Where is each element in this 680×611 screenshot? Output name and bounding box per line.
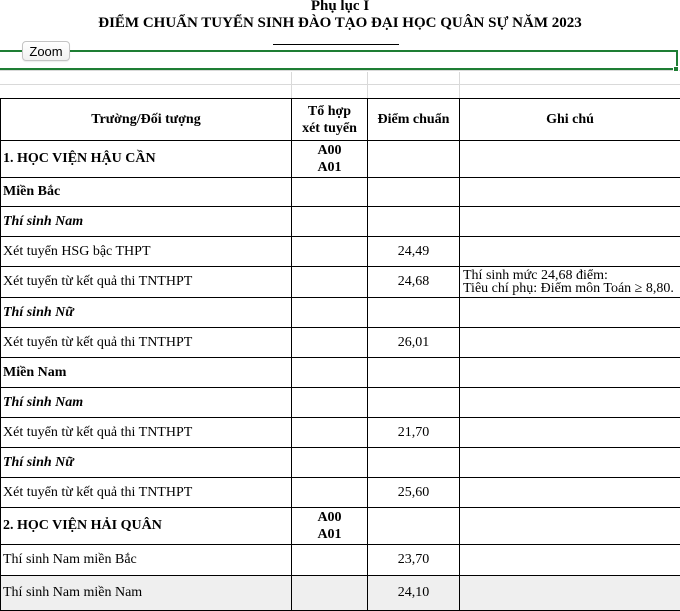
combo-cell bbox=[292, 141, 368, 178]
admission-method-label: Xét tuyển từ kết quả thi TNTHPT bbox=[1, 328, 292, 358]
candidate-group-label: Thí sinh Nam miền Bắc bbox=[1, 545, 292, 576]
header-combo-line2: xét tuyển bbox=[302, 121, 357, 136]
header-note: Ghi chú bbox=[460, 99, 680, 141]
title-underline bbox=[273, 44, 399, 45]
candidate-group-label: Thí sinh Nam bbox=[1, 207, 292, 237]
school-name: 1. HỌC VIỆN HẬU CẦN bbox=[1, 141, 292, 178]
table-row bbox=[1, 237, 680, 267]
header-score: Điểm chuẩn bbox=[368, 99, 460, 141]
gridline bbox=[0, 70, 680, 71]
school-name: 2. HỌC VIỆN HẢI QUÂN bbox=[1, 508, 292, 545]
admission-method-label: Xét tuyển HSG bậc THPT bbox=[1, 237, 292, 267]
gridline bbox=[367, 72, 368, 98]
table-row bbox=[1, 141, 680, 178]
zoom-button[interactable]: Zoom bbox=[22, 41, 70, 61]
score-value: 25,60 bbox=[368, 478, 460, 508]
table-header-row bbox=[1, 99, 680, 141]
admission-method-label: Xét tuyển từ kết quả thi TNTHPT bbox=[1, 418, 292, 448]
candidate-group-label: Thí sinh Nữ bbox=[1, 448, 292, 478]
note-line: Thí sinh mức 24,68 điểm: bbox=[463, 268, 608, 283]
candidate-group-label: Thí sinh Nam miền Nam bbox=[1, 576, 292, 611]
note-line: Tiêu chí phụ: Điểm môn Toán ≥ 8,80. bbox=[463, 281, 674, 296]
note-cell bbox=[460, 141, 680, 178]
combo-code: A01 bbox=[317, 160, 341, 175]
document-title: ĐIỂM CHUẨN TUYỂN SINH ĐÀO TẠO ĐẠI HỌC QUÂN SỰ NĂM 2023 bbox=[0, 15, 680, 32]
table-row bbox=[1, 358, 680, 388]
region-label: Miền Bắc bbox=[1, 178, 292, 207]
note-cell bbox=[460, 267, 680, 298]
score-value: 24,49 bbox=[368, 237, 460, 267]
score-value: 24,10 bbox=[368, 576, 460, 611]
score-value: 26,01 bbox=[368, 328, 460, 358]
combo-code: A00 bbox=[317, 510, 341, 525]
candidate-group-label: Thí sinh Nữ bbox=[1, 298, 292, 328]
table-row bbox=[1, 448, 680, 478]
score-value: 23,70 bbox=[368, 545, 460, 576]
score-value: 21,70 bbox=[368, 418, 460, 448]
score-cell bbox=[368, 141, 460, 178]
table-row bbox=[1, 508, 680, 545]
table-row bbox=[1, 178, 680, 207]
table-row bbox=[1, 267, 680, 298]
appendix-title: Phụ lục I bbox=[0, 0, 680, 15]
gridline bbox=[291, 72, 292, 98]
table-row bbox=[1, 298, 680, 328]
combo-cell bbox=[292, 508, 368, 545]
gridline bbox=[459, 72, 460, 98]
table-row bbox=[1, 545, 680, 576]
table-row bbox=[1, 478, 680, 508]
table-row bbox=[1, 576, 680, 611]
header-combo-line1: Tổ hợp bbox=[308, 104, 351, 119]
combo-code: A01 bbox=[317, 527, 341, 542]
header-combo bbox=[292, 99, 368, 141]
table-row bbox=[1, 207, 680, 237]
header-school: Trường/Đối tượng bbox=[1, 99, 292, 141]
cell-selection-box[interactable] bbox=[0, 50, 678, 70]
region-label: Miền Nam bbox=[1, 358, 292, 388]
admission-method-label: Xét tuyển từ kết quả thi TNTHPT bbox=[1, 267, 292, 298]
gridline bbox=[0, 84, 680, 85]
candidate-group-label: Thí sinh Nam bbox=[1, 388, 292, 418]
fill-handle[interactable] bbox=[673, 66, 679, 72]
table-row bbox=[1, 328, 680, 358]
admission-scores-table bbox=[0, 98, 680, 611]
combo-code: A00 bbox=[317, 143, 341, 158]
table-row bbox=[1, 388, 680, 418]
admission-method-label: Xét tuyển từ kết quả thi TNTHPT bbox=[1, 478, 292, 508]
table-row bbox=[1, 418, 680, 448]
score-value: 24,68 bbox=[368, 267, 460, 298]
